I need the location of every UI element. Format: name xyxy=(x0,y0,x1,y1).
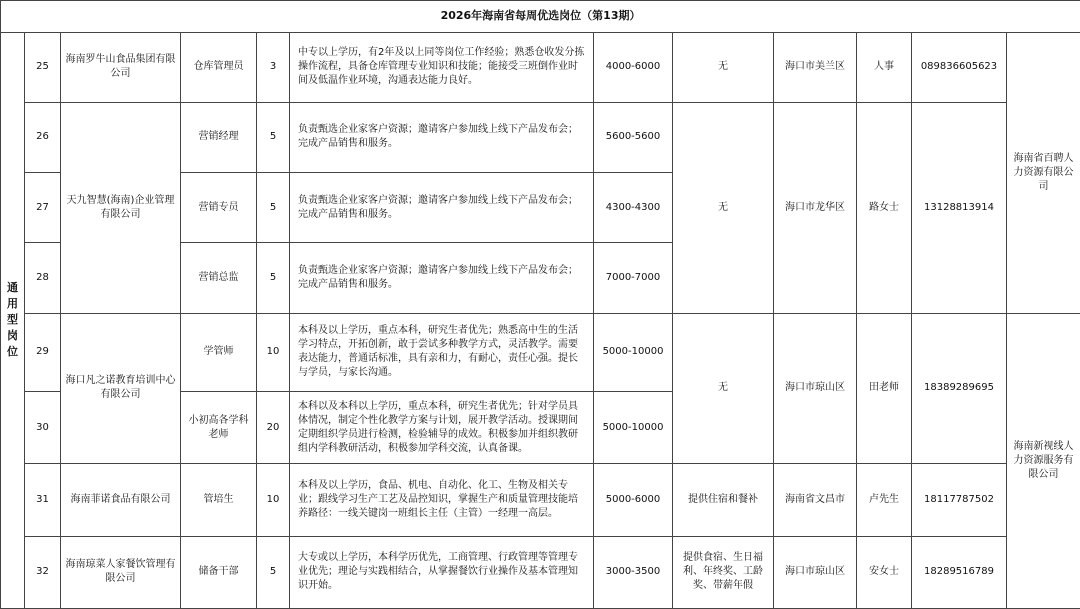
position-name: 仓库管理员 xyxy=(181,32,257,102)
headcount: 3 xyxy=(257,32,290,102)
row-number: 28 xyxy=(25,243,61,313)
row-number: 29 xyxy=(25,313,61,391)
headcount: 5 xyxy=(257,173,290,243)
location: 海口市琼山区 xyxy=(774,313,857,464)
company-name: 海南琼菜人家餐饮管理有限公司 xyxy=(61,536,181,608)
requirements: 本科及以上学历，重点本科，研究生者优先；熟悉高中生的生活学习特点，开拓创新，敢于尝试多种教学方式，灵活教学。需要表达能力，普通话标准，具有亲和力，有耐心，责任心强。提长与学员，与家长沟通。 xyxy=(290,313,594,391)
salary: 5000-6000 xyxy=(594,464,673,536)
requirements: 负责甄选企业家客户资源；邀请客户参加线上线下产品发布会；完成产品销售和服务。 xyxy=(290,243,594,313)
position-name: 营销专员 xyxy=(181,173,257,243)
requirements: 大专或以上学历，本科学历优先，工商管理、行政管理等管理专业优先；理论与实践相结合，从掌握餐饮行业操作及基本管理知识开始。 xyxy=(290,536,594,608)
salary: 4000-6000 xyxy=(594,32,673,102)
salary: 7000-7000 xyxy=(594,243,673,313)
headcount: 10 xyxy=(257,464,290,536)
company-name: 天九智慧(海南)企业管理有限公司 xyxy=(61,102,181,313)
requirements: 中专以上学历，有2年及以上同等岗位工作经验；熟悉仓收发分拣操作流程，具备仓库管理专业知识和技能；能接受三班倒作业时间及低温作业环境，沟通表达能力良好。 xyxy=(290,32,594,102)
contact: 田老师 xyxy=(857,313,912,464)
row-number: 27 xyxy=(25,173,61,243)
salary: 5000-10000 xyxy=(594,392,673,464)
table-title: 2026年海南省每周优选岗位（第13期） xyxy=(1,1,1080,33)
headcount: 10 xyxy=(257,313,290,391)
phone: 18117787502 xyxy=(912,464,1007,536)
table-row xyxy=(1,32,1080,102)
table-row xyxy=(1,464,1080,536)
position-name: 小初高各学科老师 xyxy=(181,392,257,464)
table-row xyxy=(1,536,1080,608)
benefits: 提供食宿、生日福利、年终奖、工龄奖、带薪年假 xyxy=(673,536,774,608)
location: 海南省文昌市 xyxy=(774,464,857,536)
position-name: 营销经理 xyxy=(181,102,257,172)
requirements: 负责甄选企业家客户资源；邀请客户参加线上线下产品发布会；完成产品销售和服务。 xyxy=(290,102,594,172)
row-number: 25 xyxy=(25,32,61,102)
requirements: 本科以及本科以上学历，重点本科，研究生者优先；针对学员具体情况，制定个性化教学方案与计划，展开教学活动。授课期间定期组织学员进行检测，检验辅导的成效。积极参加并组织教研组内学科教研活动，积极参加学科交流，认真备课。 xyxy=(290,392,594,464)
salary: 5600-5600 xyxy=(594,102,673,172)
requirements: 负责甄选企业家客户资源；邀请客户参加线上线下产品发布会；完成产品销售和服务。 xyxy=(290,173,594,243)
benefits: 无 xyxy=(673,32,774,102)
benefits: 无 xyxy=(673,102,774,313)
requirements: 本科及以上学历，食品、机电、自动化、化工、生物及相关专业；跟线学习生产工艺及品控知识，掌握生产和质量管理技能培养路径：一线关键岗一班组长主任（主管）一经理一高层。 xyxy=(290,464,594,536)
agency-name: 海南省百聘人力资源有限公司 xyxy=(1007,32,1080,313)
location: 海口市琼山区 xyxy=(774,536,857,608)
contact: 路女士 xyxy=(857,102,912,313)
position-name: 管培生 xyxy=(181,464,257,536)
salary: 5000-10000 xyxy=(594,313,673,391)
table-row xyxy=(1,102,1080,172)
location: 海口市美兰区 xyxy=(774,32,857,102)
position-name: 营销总监 xyxy=(181,243,257,313)
table-row xyxy=(1,313,1080,391)
row-number: 26 xyxy=(25,102,61,172)
salary: 3000-3500 xyxy=(594,536,673,608)
company-name: 海南菲诺食品有限公司 xyxy=(61,464,181,536)
location: 海口市龙华区 xyxy=(774,102,857,313)
salary: 4300-4300 xyxy=(594,173,673,243)
contact: 卢先生 xyxy=(857,464,912,536)
benefits: 无 xyxy=(673,313,774,464)
agency-name: 海南新视线人力资源服务有限公司 xyxy=(1007,313,1080,608)
position-name: 学管师 xyxy=(181,313,257,391)
company-name: 海南罗牛山食品集团有限公司 xyxy=(61,32,181,102)
category-cell xyxy=(1,32,25,608)
contact: 人事 xyxy=(857,32,912,102)
phone: 13128813914 xyxy=(912,102,1007,313)
phone: 089836605623 xyxy=(912,32,1007,102)
row-number: 30 xyxy=(25,392,61,464)
category-label: 通用型岗位 xyxy=(7,281,18,359)
headcount: 5 xyxy=(257,536,290,608)
phone: 18289516789 xyxy=(912,536,1007,608)
headcount: 20 xyxy=(257,392,290,464)
phone: 18389289695 xyxy=(912,313,1007,464)
benefits: 提供住宿和餐补 xyxy=(673,464,774,536)
row-number: 32 xyxy=(25,536,61,608)
headcount: 5 xyxy=(257,243,290,313)
row-number: 31 xyxy=(25,464,61,536)
company-name: 海口凡之诺教育培训中心有限公司 xyxy=(61,313,181,464)
headcount: 5 xyxy=(257,102,290,172)
position-name: 储备干部 xyxy=(181,536,257,608)
contact: 安女士 xyxy=(857,536,912,608)
